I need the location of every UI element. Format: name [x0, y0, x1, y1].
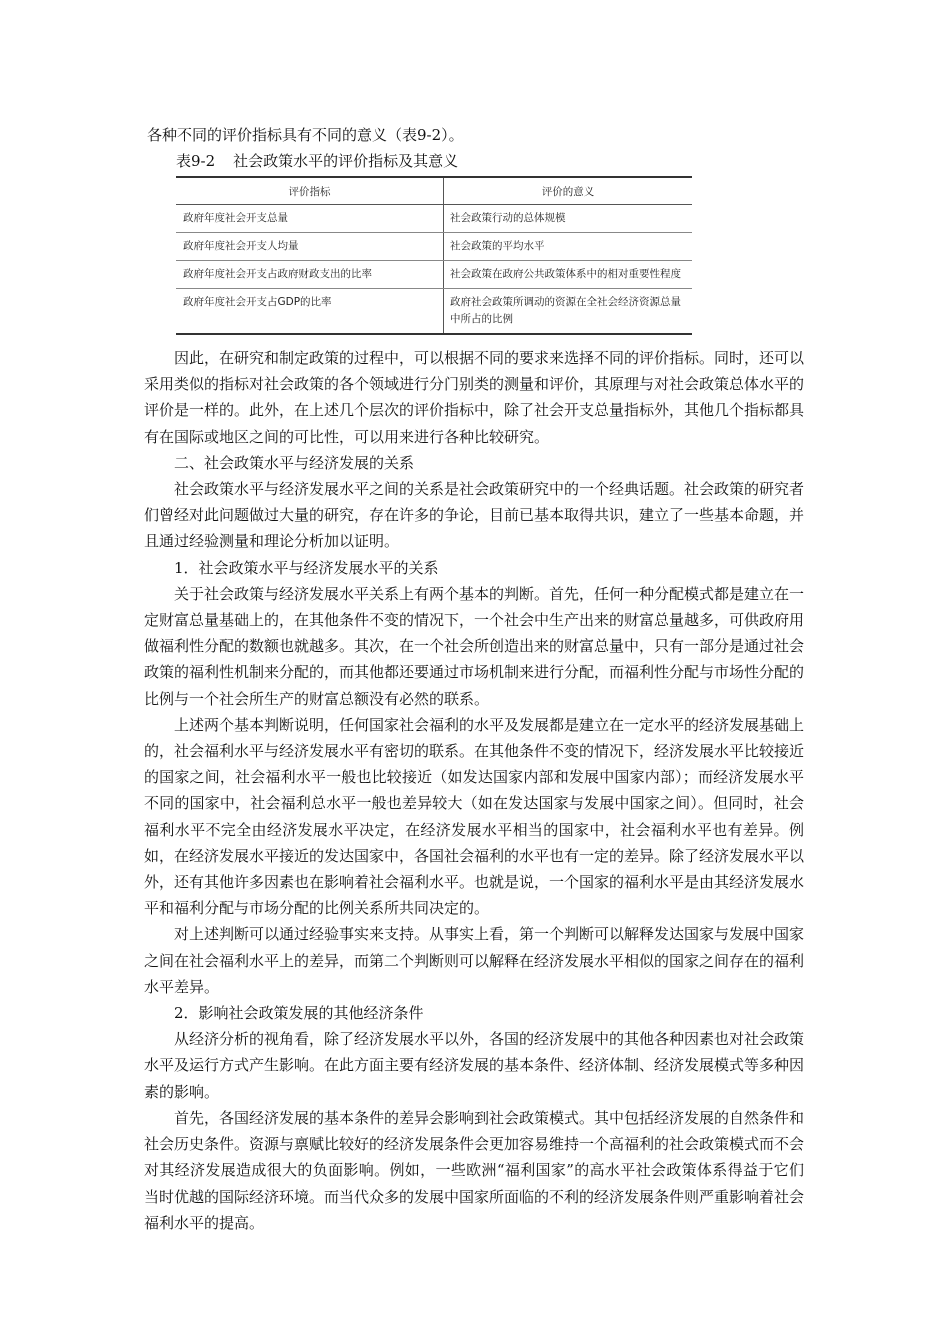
paragraph: 关于社会政策与经济发展水平关系上有两个基本的判断。首先，任何一种分配模式都是建立在一定财富总量基础上的，在其他条件不变的情况下，一个社会中生产出来的财富总量越多，可供政府用做福利性分配的数额也就越多。其次，在一个社会所创造出来的财富总量中，只有一部分是通过社会政策的福利性机制来分配的，而其他都还要通过市场机制来进行分配，而福利性分配与市场性分配的比例与一个社会所生产的财富总额没有必然的联系。	[144, 584, 805, 708]
table-number: 表9-2	[176, 152, 216, 170]
table-row	[176, 205, 692, 233]
table-header-indicator: 评价指标	[176, 177, 444, 205]
table-row	[176, 261, 692, 289]
intro-line: 各种不同的评价指标具有不同的意义（表9-2）。	[147, 126, 464, 144]
table-cell-meaning: 社会政策行动的总体规模	[444, 205, 693, 233]
paragraph: 首先，各国经济发展的基本条件的差异会影响到社会政策模式。其中包括经济发展的自然条件和社会历史条件。资源与禀赋比较好的经济发展条件会更加容易维持一个高福利的社会政策模式而不会对其经济发展造成很大的负面影响。例如，一些欧洲“福利国家”的高水平社会政策体系得益于它们当时优越的国际经济环境。而当代众多的发展中国家所面临的不利的经济发展条件则严重影响着社会福利水平的提高。	[144, 1108, 805, 1232]
body-text	[144, 345, 804, 1236]
indicator-table	[176, 176, 692, 335]
table-cell-indicator: 政府年度社会开支总量	[176, 205, 444, 233]
table-header-meaning: 评价的意义	[444, 177, 693, 205]
table-cell-indicator: 政府年度社会开支人均量	[176, 233, 444, 261]
table-cell-meaning: 社会政策的平均水平	[444, 233, 693, 261]
table-title: 社会政策水平的评价指标及其意义	[233, 152, 459, 170]
paragraph: 上述两个基本判断说明，任何国家社会福利的水平及发展都是建立在一定水平的经济发展基础上的，社会福利水平与经济发展水平有密切的联系。在其他条件不变的情况下，经济发展水平比较接近的国家之间，社会福利水平一般也比较接近（如发达国家内部和发展中国家内部）；而经济发展水平不同的国家中，社会福利总水平一般也差异较大（如在发达国家与发展中国家之间）。但同时，社会福利水平不完全由经济发展水平决定，在经济发展水平相当的国家中，社会福利水平也有差异。例如，在经济发展水平接近的发达国家中，各国社会福利的水平也有一定的差异。除了经济发展水平以外，还有其他许多因素也在影响着社会福利水平。也就是说，一个国家的福利水平是由其经济发展水平和福利分配与市场分配的比例关系所共同决定的。	[144, 715, 805, 918]
table-cell-meaning: 政府社会政策所调动的资源在全社会经济资源总量中所占的比例	[444, 289, 693, 335]
paragraph: 因此，在研究和制定政策的过程中，可以根据不同的要求来选择不同的评价指标。同时，还可以采用类似的指标对社会政策的各个领域进行分门别类的测量和评价，其原理与对社会政策总体水平的评价是一样的。此外，在上述几个层次的评价指标中，除了社会开支总量指标外，其他几个指标都具有在国际或地区之间的可比性，可以用来进行各种比较研究。	[144, 349, 805, 446]
paragraph: 对上述判断可以通过经验事实来支持。从事实上看，第一个判断可以解释发达国家与发展中国家之间在社会福利水平上的差异，而第二个判断则可以解释在经济发展水平相似的国家之间存在的福利水平差异。	[144, 925, 805, 996]
table-cell-indicator: 政府年度社会开支占GDP的比率	[176, 289, 444, 335]
table-row	[176, 233, 692, 261]
table-caption	[176, 150, 458, 172]
section-heading: 二、社会政策水平与经济发展的关系	[174, 453, 415, 472]
subsection-heading: 1．社会政策水平与经济发展水平的关系	[174, 558, 439, 577]
table-header-row	[176, 177, 692, 205]
table-cell-indicator: 政府年度社会开支占政府财政支出的比率	[176, 261, 444, 289]
paragraph: 从经济分析的视角看，除了经济发展水平以外，各国的经济发展中的其他各种因素也对社会政策水平及运行方式产生影响。在此方面主要有经济发展的基本条件、经济体制、经济发展模式等多种因素的影响。	[144, 1030, 805, 1101]
table-row	[176, 289, 692, 335]
paragraph: 社会政策水平与经济发展水平之间的关系是社会政策研究中的一个经典话题。社会政策的研究者们曾经对此问题做过大量的研究，存在许多的争论，目前已基本取得共识，建立了一些基本命题，并且通过经验测量和理论分析加以证明。	[144, 480, 805, 551]
subsection-heading: 2．影响社会政策发展的其他经济条件	[174, 1004, 424, 1023]
table-cell-meaning: 社会政策在政府公共政策体系中的相对重要性程度	[444, 261, 693, 289]
